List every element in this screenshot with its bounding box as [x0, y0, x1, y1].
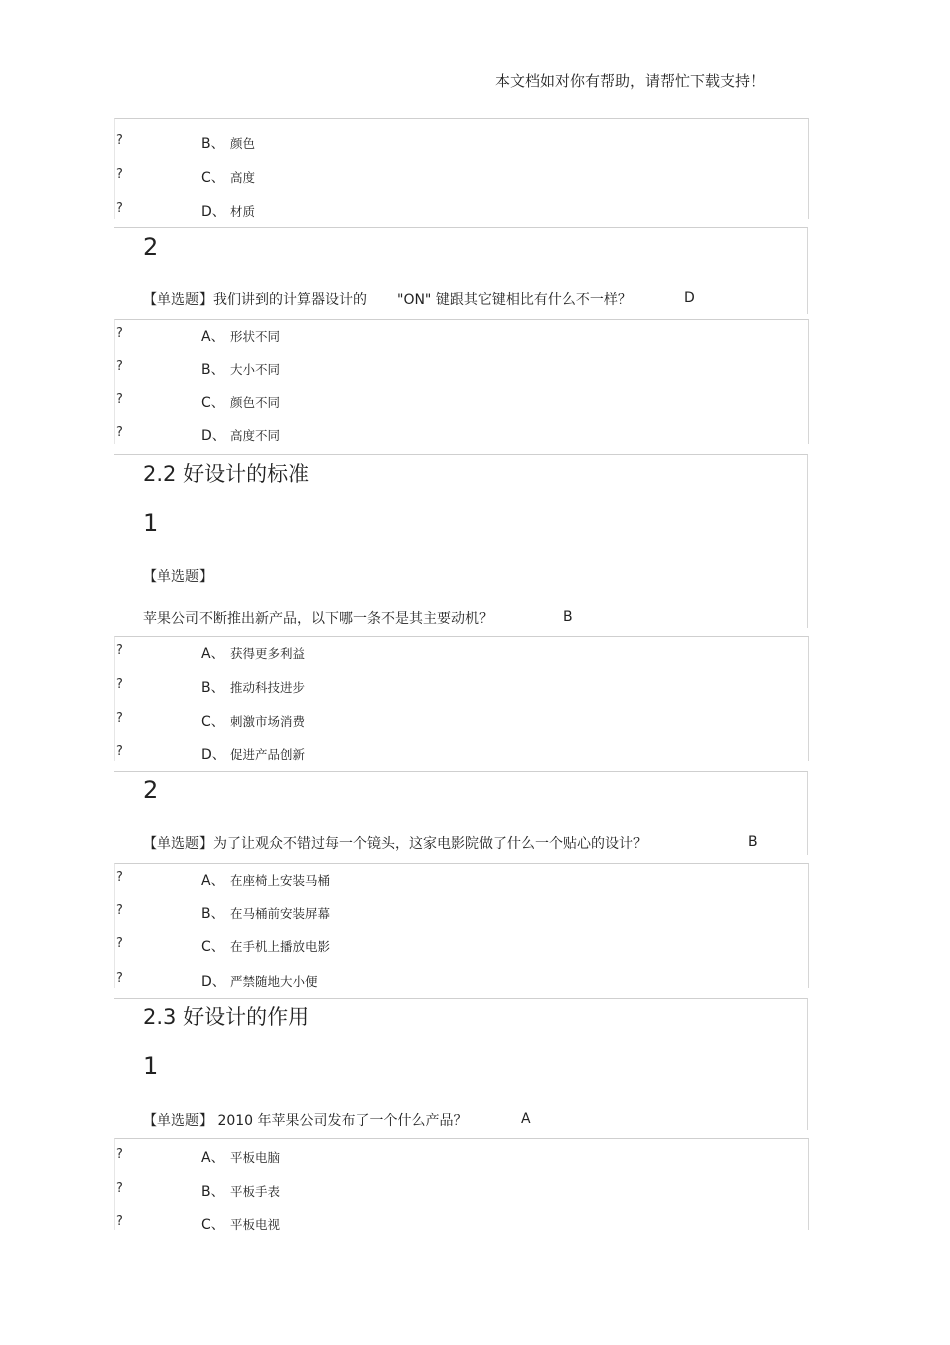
section-heading: 2.3 好设计的作用	[143, 1005, 310, 1029]
option-text: 在座椅上安装马桶	[230, 873, 331, 888]
option-text: 颜色不同	[230, 395, 281, 410]
option-text: 获得更多利益	[230, 646, 306, 661]
question-stem: 【单选题】 2010 年苹果公司发布了一个什么产品？	[143, 1113, 468, 1129]
option-b	[115, 1181, 808, 1201]
option-a	[115, 870, 808, 890]
question-block	[114, 454, 808, 628]
option-text: 高度	[230, 170, 256, 185]
bullet: ?	[116, 1181, 123, 1196]
answer-letter: A	[521, 1111, 531, 1127]
bullet: ?	[116, 744, 123, 759]
bullet: ?	[116, 392, 123, 407]
page-header-note: 本文档如对你有帮助，请帮忙下载支持！	[494, 72, 765, 90]
option-letter: C、	[201, 1217, 225, 1233]
option-d	[115, 971, 808, 991]
option-text: 平板电脑	[230, 1150, 281, 1165]
option-b	[115, 359, 808, 379]
option-text: 大小不同	[230, 362, 281, 377]
answer-letter: B	[748, 834, 758, 850]
option-letter: C、	[201, 939, 225, 955]
question-stem	[143, 289, 632, 309]
option-letter: B、	[201, 362, 225, 378]
option-c	[115, 711, 808, 731]
option-c	[115, 392, 808, 412]
bullet: ?	[116, 425, 123, 440]
option-text: 在手机上播放电影	[230, 939, 331, 954]
bullet: ?	[116, 903, 123, 918]
option-c	[115, 936, 808, 956]
section-heading: 2.2 好设计的标准	[143, 462, 310, 486]
question-block	[114, 227, 808, 314]
option-text: 刺激市场消费	[230, 714, 306, 729]
option-text: 促进产品创新	[230, 747, 306, 762]
option-letter: A、	[201, 1150, 225, 1166]
bullet: ?	[116, 711, 123, 726]
bullet: ?	[116, 201, 123, 216]
option-text: 颜色	[230, 136, 256, 151]
option-text: 严禁随地大小便	[230, 974, 318, 989]
option-letter: A、	[201, 329, 225, 345]
bullet: ?	[116, 677, 123, 692]
option-letter: A、	[201, 646, 225, 662]
question-stem-text-2: "ON" 键跟其它键相比有什么不一样？	[397, 292, 632, 308]
options-block	[114, 863, 809, 988]
bullet: ?	[116, 326, 123, 341]
bullet: ?	[116, 1147, 123, 1162]
option-letter: B、	[201, 1184, 225, 1200]
option-a	[115, 643, 808, 663]
option-b	[115, 677, 808, 697]
option-letter: D、	[201, 974, 226, 990]
option-c	[115, 1214, 808, 1234]
bullet: ?	[116, 1214, 123, 1229]
question-number: 1	[143, 509, 159, 537]
option-text: 形状不同	[230, 329, 281, 344]
option-letter: B、	[201, 136, 225, 152]
option-text: 高度不同	[230, 428, 281, 443]
option-letter: D、	[201, 204, 226, 220]
answer-letter: D	[684, 290, 695, 306]
question-label: 【单选题】	[143, 569, 213, 585]
option-text: 在马桶前安装屏幕	[230, 906, 331, 921]
options-block	[114, 1138, 809, 1233]
question-stem: 【单选题】为了让观众不错过每一个镜头，这家电影院做了什么一个贴心的设计？	[143, 836, 647, 852]
bullet: ?	[116, 133, 123, 148]
option-letter: B、	[201, 680, 225, 696]
option-text: 平板电视	[230, 1217, 281, 1232]
question-stem-text: 【单选题】我们讲到的计算器设计的	[143, 292, 367, 308]
question-number: 2	[143, 776, 159, 804]
options-block	[114, 636, 809, 761]
option-text: 平板手表	[230, 1184, 281, 1199]
bullet: ?	[116, 936, 123, 951]
bullet: ?	[116, 870, 123, 885]
option-text: 材质	[230, 204, 256, 219]
question-stem: 苹果公司不断推出新产品，以下哪一条不是其主要动机？	[143, 611, 493, 627]
option-letter: A、	[201, 873, 225, 889]
options-block	[114, 118, 809, 219]
answer-letter: B	[563, 609, 573, 625]
question-number: 1	[143, 1052, 159, 1080]
options-block	[114, 319, 809, 444]
option-letter: B、	[201, 906, 225, 922]
option-d	[115, 744, 808, 764]
bullet: ?	[116, 359, 123, 374]
bullet: ?	[116, 971, 123, 986]
option-letter: C、	[201, 170, 225, 186]
bullet: ?	[116, 167, 123, 182]
option-a	[115, 1147, 808, 1167]
option-letter: C、	[201, 714, 225, 730]
option-letter: C、	[201, 395, 225, 411]
question-block	[114, 771, 808, 855]
option-d	[115, 201, 808, 221]
option-text: 推动科技进步	[230, 680, 306, 695]
bullet: ?	[116, 643, 123, 658]
option-a	[115, 326, 808, 346]
option-letter: D、	[201, 747, 226, 763]
option-letter: D、	[201, 428, 226, 444]
question-number: 2	[143, 233, 159, 261]
option-d	[115, 425, 808, 445]
option-b	[115, 133, 808, 153]
option-b	[115, 903, 808, 923]
option-c	[115, 167, 808, 187]
question-block	[114, 998, 808, 1130]
